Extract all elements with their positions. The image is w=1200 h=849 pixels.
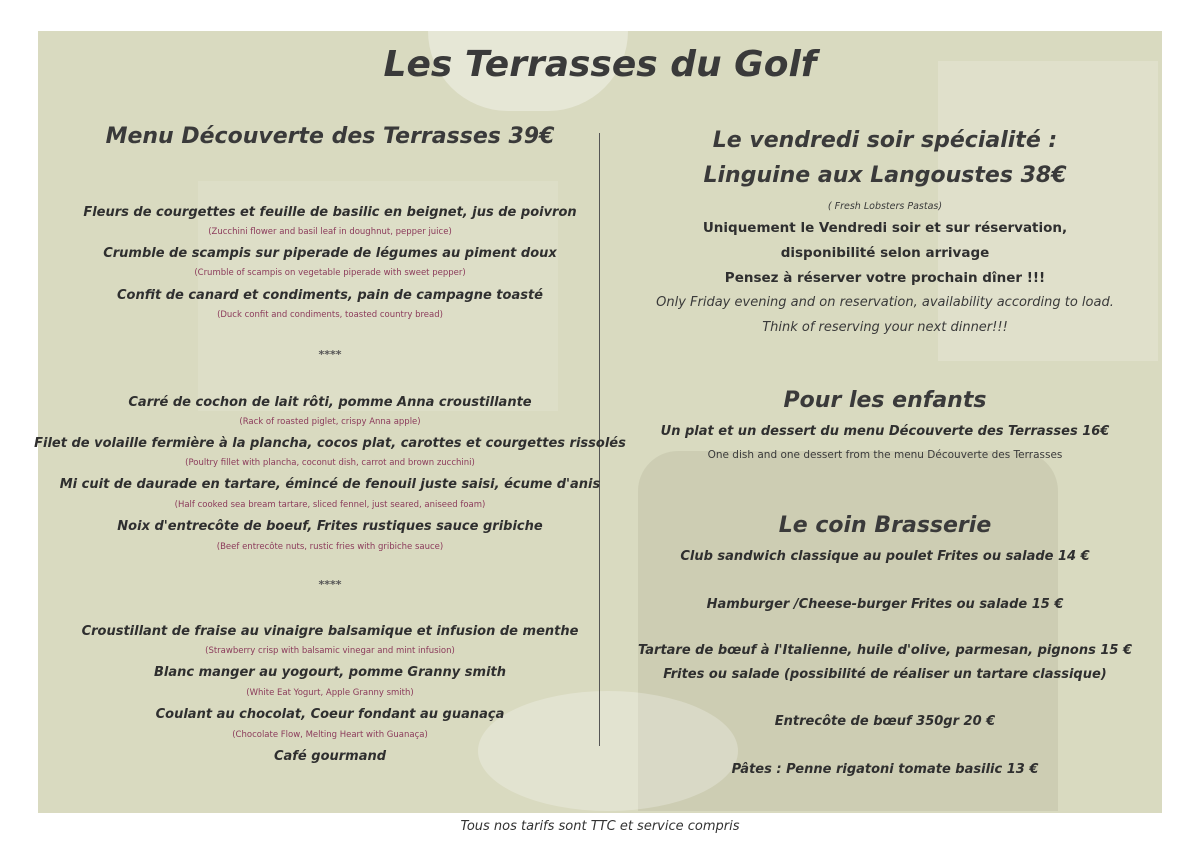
starter-1: Fleurs de courgettes et feuille de basilic en beignet, jus de poivron [83, 205, 577, 220]
dessert-2: Blanc manger au yogourt, pomme Granny smith [153, 665, 507, 680]
brasserie-item: Club sandwich classique au poulet Frites ou salade 14 € [680, 549, 1090, 564]
starter-3-translation: (Duck confit and condiments, toasted country bread) [217, 310, 443, 320]
starter-2-translation: (Crumble of scampis on vegetable piperade with sweet pepper) [194, 268, 466, 278]
cafe-gourmand: Café gourmand [273, 749, 387, 764]
main-3: Mi cuit de daurade en tartare, émincé de fenouil juste saisi, écume d'anis [59, 477, 601, 492]
brasserie-item: Frites ou salade (possibilité de réaliser un tartare classique) [663, 667, 1107, 682]
brasserie-item: Tartare de bœuf à l'Italienne, huile d'olive, parmesan, pignons 15 € [637, 643, 1133, 658]
friday-line-3: Pensez à réserver votre prochain dîner !!! [724, 270, 1046, 286]
main-1: Carré de cochon de lait rôti, pomme Anna croustillante [128, 395, 532, 410]
restaurant-title: Les Terrasses du Golf [383, 44, 817, 85]
dessert-2-translation: (White Eat Yogurt, Apple Granny smith) [246, 688, 414, 698]
starter-3: Confit de canard et condiments, pain de campagne toasté [117, 288, 543, 303]
friday-line-1: Uniquement le Vendredi soir et sur réservation, [702, 220, 1068, 236]
brasserie-item: Hamburger /Cheese-burger Frites ou salade 15 € [706, 597, 1064, 612]
dessert-1-translation: (Strawberry crisp with balsamic vinegar and mint infusion) [205, 646, 455, 656]
friday-english-2: Think of reserving your next dinner!!! [762, 320, 1008, 335]
main-3-translation: (Half cooked sea bream tartare, sliced fennel, just seared, aniseed foam) [174, 500, 486, 510]
menu-decouverte-heading: Menu Découverte des Terrasses 39€ [105, 124, 555, 149]
starter-1-translation: (Zucchini flower and basil leaf in doughnut, pepper juice) [208, 227, 452, 237]
main-4-translation: (Beef entrecôte nuts, rustic fries with gribiche sauce) [216, 542, 444, 552]
main-2: Filet de volaille fermière à la plancha, cocos plat, carottes et courgettes rissolés [34, 436, 626, 451]
friday-heading-line1: Le vendredi soir spécialité : [712, 128, 1058, 153]
kids-heading: Pour les enfants [783, 388, 987, 413]
course-separator: **** [318, 578, 342, 591]
course-separator: **** [318, 348, 342, 361]
dessert-3-translation: (Chocolate Flow, Melting Heart with Guanaça) [232, 730, 428, 740]
kids-offer-english: One dish and one dessert from the menu Découverte des Terrasses [707, 449, 1063, 461]
brasserie-item: Pâtes : Penne rigatoni tomate basilic 13 € [731, 762, 1039, 777]
friday-english-1: Only Friday evening and on reservation, availability according to load. [656, 295, 1114, 310]
brasserie-item: Entrecôte de bœuf 350gr 20 € [774, 714, 996, 729]
friday-translation: ( Fresh Lobsters Pastas) [827, 201, 943, 212]
brasserie-heading: Le coin Brasserie [778, 513, 992, 538]
main-4: Noix d'entrecôte de boeuf, Frites rustiques sauce gribiche [117, 519, 543, 534]
main-2-translation: (Poultry fillet with plancha, coconut dish, carrot and brown zucchini) [185, 458, 475, 468]
footer-note: Tous nos tarifs sont TTC et service compris [460, 819, 740, 834]
kids-offer: Un plat et un dessert du menu Découverte des Terrasses 16€ [660, 424, 1110, 439]
main-1-translation: (Rack of roasted piglet, crispy Anna apple) [239, 417, 421, 427]
friday-line-2: disponibilité selon arrivage [780, 245, 990, 261]
friday-heading-line2: Linguine aux Langoustes 38€ [703, 163, 1067, 188]
starter-2: Crumble de scampis sur piperade de légumes au piment doux [103, 246, 557, 261]
dessert-3: Coulant au chocolat, Coeur fondant au guanaça [155, 707, 505, 722]
dessert-1: Croustillant de fraise au vinaigre balsamique et infusion de menthe [81, 624, 579, 639]
